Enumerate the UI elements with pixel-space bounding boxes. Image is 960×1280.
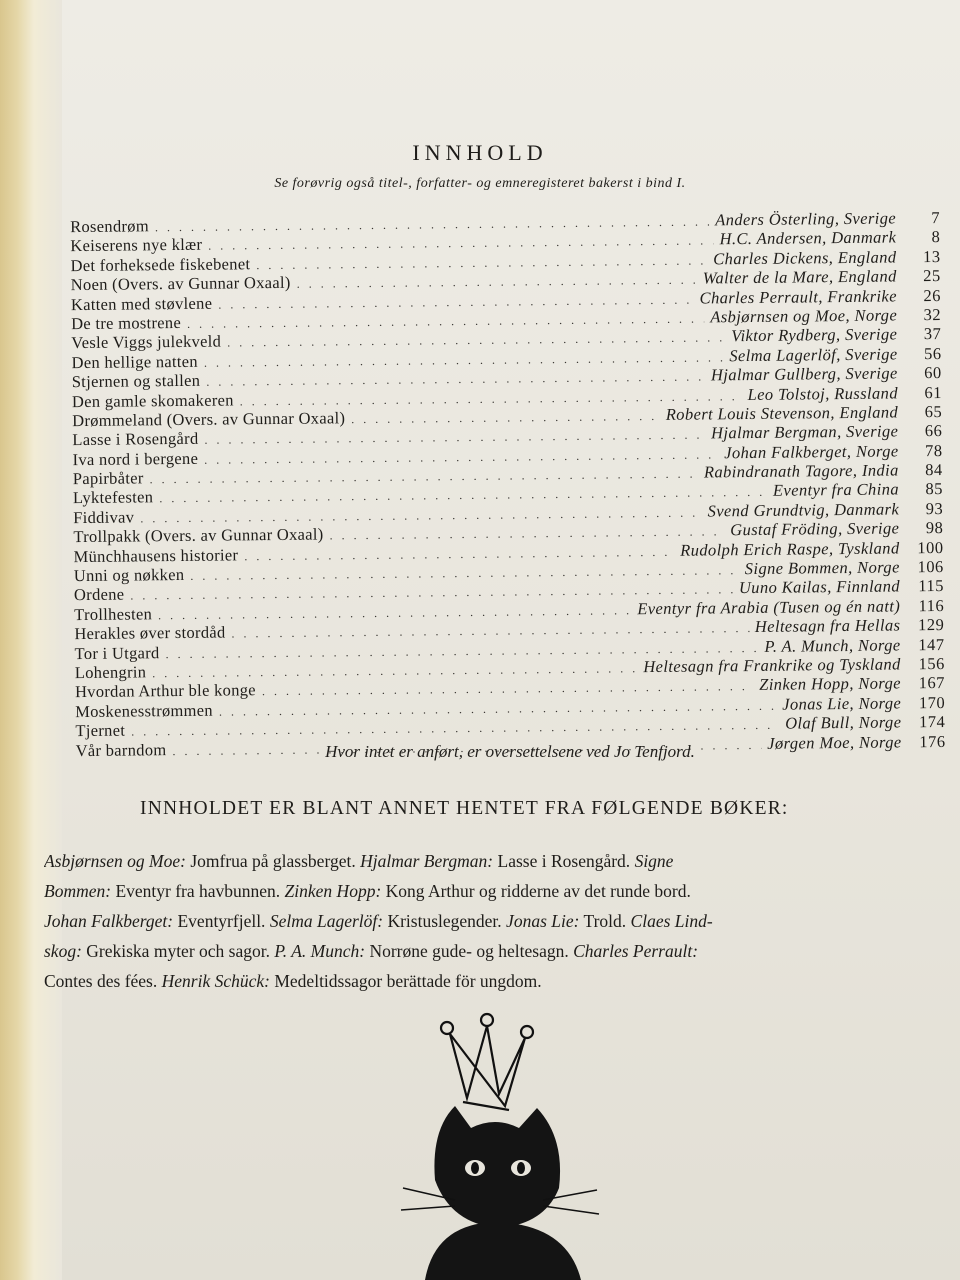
source-title: Trold. xyxy=(579,911,631,931)
toc-title: De tre mostrene xyxy=(71,312,182,334)
toc-page-number: 147 xyxy=(918,634,945,654)
toc-author: Anders Österling, Sverige xyxy=(715,208,897,230)
source-author: Jonas Lie: xyxy=(506,911,580,931)
page-subtitle: Se forøvrig også titel-, forfatter- og emneregisteret bakerst i bind I. xyxy=(274,176,686,191)
toc-page-number: 170 xyxy=(918,692,946,713)
toc-page-number: 32 xyxy=(923,304,942,325)
toc-title: Münchhausens historier xyxy=(73,545,239,566)
toc-title: Lasse i Rosengård xyxy=(72,429,199,450)
toc-page-number: 25 xyxy=(923,266,941,286)
toc-author: Heltesagn fra Frankrike og Tyskland xyxy=(643,654,901,677)
toc-title: Trollhesten xyxy=(74,604,153,624)
source-author: Bommen: xyxy=(44,881,112,901)
toc-title: Det forheksede fiskebenet xyxy=(70,254,251,275)
toc-page-number: 56 xyxy=(923,343,942,363)
toc-author: Uuno Kailas, Finnland xyxy=(738,576,901,598)
toc-page-number: 115 xyxy=(918,576,945,596)
toc-author: Heltesagn fra Hellas xyxy=(754,615,901,637)
toc-page-number: 66 xyxy=(924,421,943,441)
toc-title: Drømmeland (Overs. av Gunnar Oxaal) xyxy=(72,408,346,431)
toc-author: H.C. Andersen, Danmark xyxy=(719,227,897,249)
toc-title: Lohengrin xyxy=(74,662,147,683)
source-title: Jomfrua på glassberget. xyxy=(185,851,361,871)
toc-title: Herakles øver stordåd xyxy=(74,622,226,644)
toc-title: Rosendrøm xyxy=(70,216,150,237)
toc-author: Charles Perrault, Frankrike xyxy=(699,286,898,308)
toc-page-number: 167 xyxy=(918,673,946,693)
toc-author: Eventyr fra Arabia (Tusen og én natt) xyxy=(637,596,901,619)
source-title: Lasse i Rosengård. xyxy=(493,851,635,871)
toc-title: Papirbåter xyxy=(72,468,144,489)
source-author: Claes Lind- xyxy=(630,911,713,931)
toc-author: Jørgen Moe, Norge xyxy=(767,731,902,753)
toc-author: Charles Dickens, England xyxy=(713,247,897,269)
toc-author: Signe Bommen, Norge xyxy=(744,557,900,579)
toc-author: Robert Louis Stevenson, England xyxy=(665,402,899,424)
source-title: Eventyrfjell. xyxy=(173,911,270,931)
toc-author: Walter de la Mare, England xyxy=(702,266,897,288)
toc-title: Trollpakk (Overs. av Gunnar Oxaal) xyxy=(73,524,324,547)
toc-title: Vesle Viggs julekveld xyxy=(71,331,222,353)
source-author: Johan Falkberget: xyxy=(44,911,174,931)
toc-author: Eventyr fra China xyxy=(772,479,900,501)
source-author: Selma Lagerlöf: xyxy=(269,911,384,931)
toc-page-number: 156 xyxy=(918,653,945,674)
toc-page-number: 61 xyxy=(924,382,943,402)
toc-title: Moskenesstrømmen xyxy=(75,700,214,721)
toc-page-number: 7 xyxy=(931,208,941,228)
toc-author: Asbjørnsen og Moe, Norge xyxy=(710,305,898,327)
source-author: Henrik Schück: xyxy=(161,971,270,991)
toc-author: Gustaf Fröding, Sverige xyxy=(730,518,900,540)
toc-title: Noen (Overs. av Gunnar Oxaal) xyxy=(70,272,291,295)
toc-page-number: 84 xyxy=(925,460,943,480)
toc-page-number: 26 xyxy=(923,285,942,305)
toc-title: Tor i Utgard xyxy=(74,642,160,663)
toc-author: Olaf Bull, Norge xyxy=(785,712,902,733)
source-title: Norrøne gude- og heltesagn. xyxy=(365,941,574,961)
toc-page-number: 8 xyxy=(931,227,941,247)
toc-title: Unni og nøkken xyxy=(73,564,185,586)
toc-author: Zinken Hopp, Norge xyxy=(759,673,902,695)
toc-page-number: 100 xyxy=(917,537,944,557)
translator-note: Hvor intet er anført, er oversettelsene ved Jo Tenfjord. xyxy=(325,742,695,761)
source-title: Grekiska myter och sagor. xyxy=(81,941,275,961)
source-author: Asbjørnsen og Moe: xyxy=(44,851,186,871)
toc-author: Hjalmar Gullberg, Sverige xyxy=(710,363,898,385)
crowned-cat-illustration xyxy=(395,1010,605,1280)
toc-page-number: 93 xyxy=(925,498,944,519)
toc-title: Ordene xyxy=(73,584,125,605)
toc-page-number: 129 xyxy=(918,615,945,635)
toc-title: Iva nord i bergene xyxy=(72,448,199,469)
toc-page-number: 98 xyxy=(925,518,944,538)
toc-author: Leo Tolstoj, Russland xyxy=(747,382,899,404)
source-title: Eventyr fra havbunnen. xyxy=(111,881,285,901)
toc-author: Johan Falkberget, Norge xyxy=(724,441,899,462)
toc-author: Rudolph Erich Raspe, Tyskland xyxy=(680,538,900,560)
toc-page-number: 60 xyxy=(924,363,942,383)
toc-author: Jonas Lie, Norge xyxy=(782,693,902,714)
toc-title: Stjernen og stallen xyxy=(71,370,201,392)
sources-line xyxy=(44,876,960,906)
sources-line xyxy=(44,906,960,936)
toc-title: Den gamle skomakeren xyxy=(71,389,234,411)
toc-title: Lyktefesten xyxy=(72,487,154,508)
sources-heading: INNHOLDET ER BLANT ANNET HENTET FRA FØLGENDE BØKER: xyxy=(140,798,789,819)
source-author: Signe xyxy=(634,851,674,871)
toc-author: Viktor Rydberg, Sverige xyxy=(731,324,898,346)
toc-page-number: 176 xyxy=(919,731,946,751)
toc-author: P. A. Munch, Norge xyxy=(764,635,901,656)
toc-title: Katten med støvlene xyxy=(70,293,213,314)
sources-line xyxy=(44,966,960,996)
toc-title: Keiserens nye klær xyxy=(70,235,203,256)
source-author: P. A. Munch: xyxy=(274,941,366,961)
toc-author: Selma Lagerlöf, Sverige xyxy=(729,344,898,365)
table-of-contents xyxy=(70,208,946,760)
toc-title: Tjernet xyxy=(75,720,126,741)
source-title: Contes des fées. xyxy=(44,971,162,991)
toc-title: Den hellige natten xyxy=(71,351,199,372)
source-title: Kristuslegender. xyxy=(383,911,507,931)
sources-line xyxy=(44,846,960,876)
source-author: Charles Perrault: xyxy=(573,941,699,961)
toc-page-number: 13 xyxy=(922,246,941,266)
toc-page-number: 78 xyxy=(924,440,943,460)
sources-line xyxy=(44,936,960,966)
toc-author: Hjalmar Bergman, Sverige xyxy=(710,421,899,443)
toc-page-number: 174 xyxy=(919,712,946,732)
source-author: Zinken Hopp: xyxy=(284,881,382,901)
source-title: Kong Arthur og ridderne av det runde bord. xyxy=(381,881,691,901)
toc-author: Svend Grundtvig, Danmark xyxy=(707,499,900,521)
toc-title: Hvordan Arthur ble konge xyxy=(74,680,256,702)
toc-page-number: 85 xyxy=(925,479,944,499)
source-author: skog: xyxy=(44,941,82,961)
page-title: INNHOLD xyxy=(412,140,548,165)
toc-author: Rabindranath Tagore, India xyxy=(703,460,899,482)
source-author: Hjalmar Bergman: xyxy=(360,851,494,871)
source-title: Medeltidssagor berättade för ungdom. xyxy=(269,971,542,991)
toc-page-number: 116 xyxy=(918,595,945,616)
toc-page-number: 37 xyxy=(923,324,942,344)
toc-page-number: 106 xyxy=(917,557,944,577)
toc-title: Vår barndom xyxy=(75,739,167,760)
book-binding xyxy=(0,0,62,1280)
toc-page-number: 65 xyxy=(924,401,943,422)
toc-title: Fiddivav xyxy=(73,507,135,527)
sources-paragraph xyxy=(44,846,960,996)
